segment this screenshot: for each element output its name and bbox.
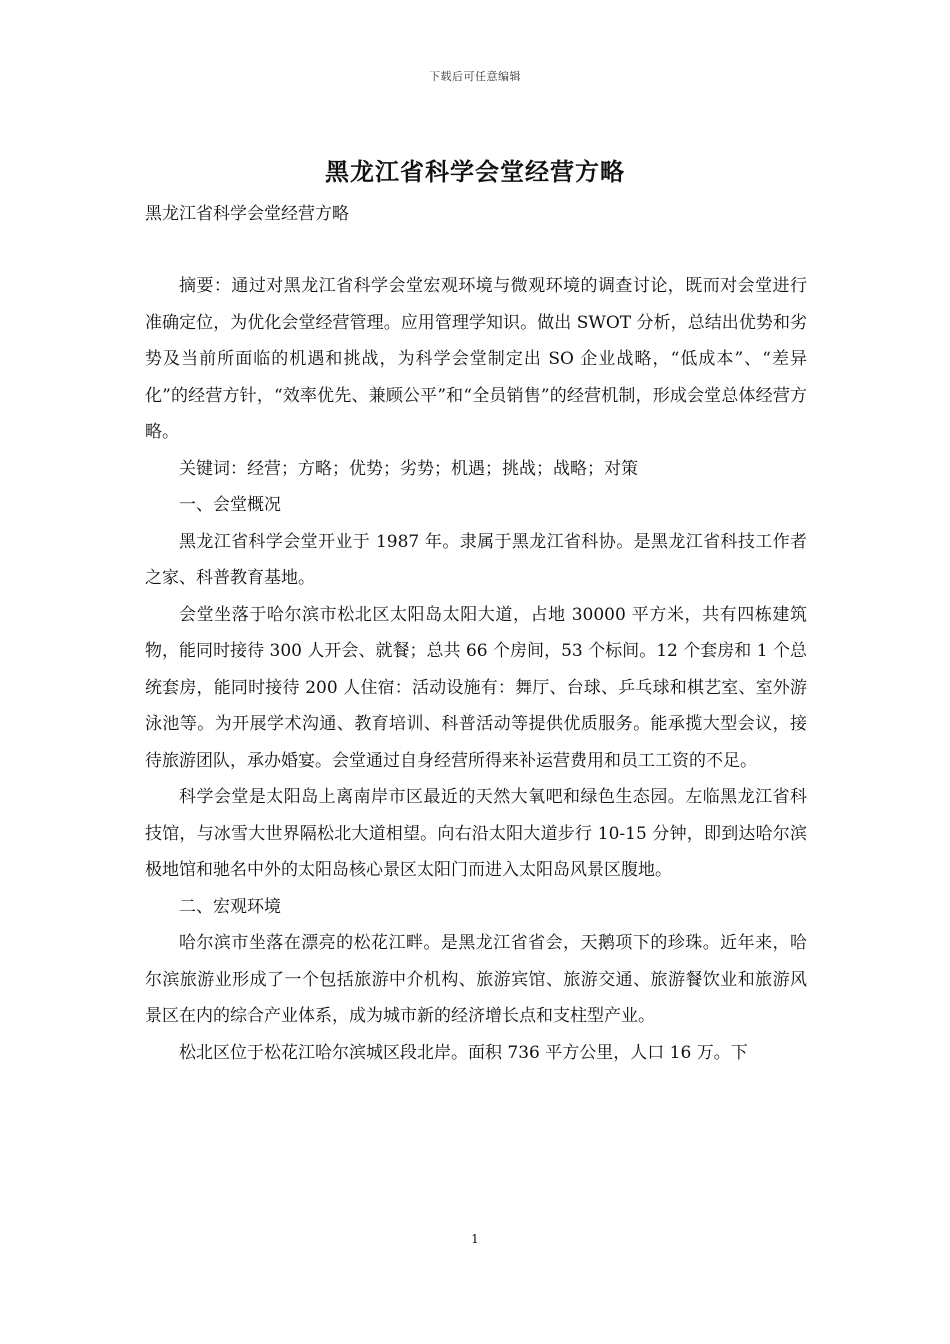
section-heading-overview: 一、会堂概况	[179, 495, 281, 515]
page-number: 1	[471, 1232, 479, 1246]
header-note: 下载后可任意编辑	[429, 70, 521, 83]
body-paragraph: 哈尔滨市坐落在漂亮的松花江畔。是黑龙江省省会，天鹅项下的珍珠。近年来，哈尔滨旅游业形成了一个包括旅游中介机构、旅游宾馆、旅游交通、旅游餐饮业和旅游风景区在内的综合产业体系，成为城市新的经济增长点和支柱型产业。	[145, 933, 807, 1026]
document-body	[145, 268, 807, 1071]
section-heading-macro-environment: 二、宏观环境	[179, 896, 281, 917]
document-subtitle: 黑龙江省科学会堂经营方略	[145, 204, 349, 224]
keywords-paragraph: 关键词：经营；方略；优势；劣势；机遇；挑战；战略；对策	[179, 458, 638, 479]
body-paragraph: 会堂坐落于哈尔滨市松北区太阳岛太阳大道，占地 30000 平方米，共有四栋建筑物，能同时接待 300 人开会、就餐；总共 66 个房间，53 个标间。12 个套房和 1 个总统套房，能同时接待 200 人住宿：活动设施有：舞厅、台球、乒乓球和棋艺室、室外游泳池等。为开展学术沟通、教育培训、科普活动等提供优质服务。能承揽大型会议，接待旅游团队，承办婚宴。会堂通过自身经营所得来补运营费用和员工工资的不足。	[145, 604, 807, 771]
document-title: 黑龙江省科学会堂经营方略	[325, 157, 625, 186]
abstract-paragraph: 摘要：通过对黑龙江省科学会堂宏观环境与微观环境的调查讨论，既而对会堂进行准确定位，为优化会堂经营管理。应用管理学知识。做出 SWOT 分析，总结出优势和劣势及当前所面临的机遇和挑战，为科学会堂制定出 SO 企业战略，“低成本”、“差异化”的经营方针，“效率优先、兼顾公平”和“全员销售”的经营机制，形成会堂总体经营方略。	[145, 276, 807, 442]
body-paragraph: 松北区位于松花江哈尔滨城区段北岸。面积 736 平方公里，人口 16 万。下	[179, 1042, 748, 1063]
body-paragraph: 黑龙江省科学会堂开业于 1987 年。隶属于黑龙江省科协。是黑龙江省科技工作者之家、科普教育基地。	[145, 531, 807, 588]
body-paragraph: 科学会堂是太阳岛上离南岸市区最近的天然大氧吧和绿色生态园。左临黑龙江省科技馆，与冰雪大世界隔松北大道相望。向右沿太阳大道步行 10-15 分钟，即到达哈尔滨极地馆和驰名中外的太阳岛核心景区太阳门而进入太阳岛风景区腹地。	[145, 787, 807, 880]
